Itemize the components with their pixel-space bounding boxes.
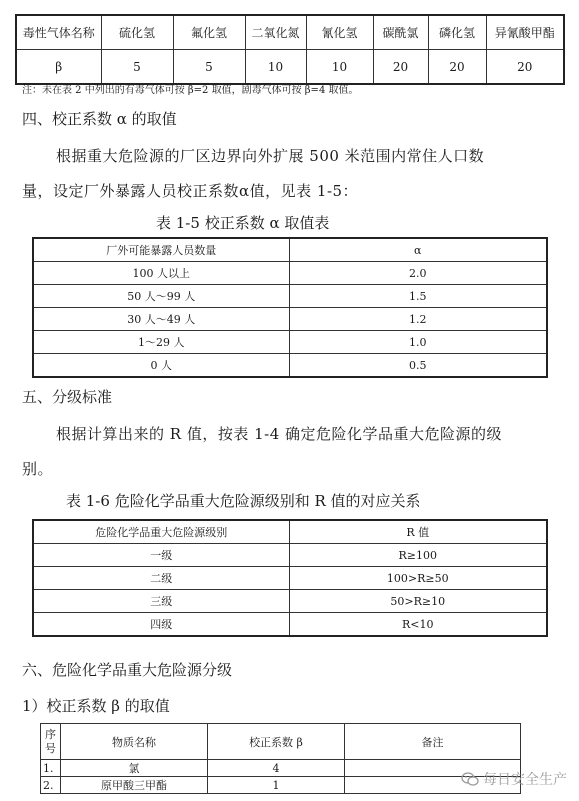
- beta-header-substance: 物质名称: [61, 724, 208, 760]
- alpha-value-cell: 2.0: [289, 262, 547, 285]
- table-row: [33, 354, 547, 378]
- gas-header-cocl2: 碳酰氯: [373, 15, 428, 50]
- table15-caption: 表 1-5 校正系数 α 取值表: [156, 214, 330, 232]
- gas-cell: 10: [245, 50, 306, 85]
- table-row: [33, 285, 547, 308]
- gas-header-name: 毒性气体名称: [16, 15, 101, 50]
- table-row: [41, 777, 521, 794]
- gas-cell: 10: [306, 50, 373, 85]
- beta-header-seq-line2: 号: [45, 741, 56, 755]
- gas-cell: 20: [486, 50, 564, 85]
- alpha-population-cell: 30 人～49 人: [33, 308, 289, 331]
- beta-seq-cell: 2.: [41, 777, 61, 794]
- section4-heading: 四、校正系数 α 的取值: [22, 110, 177, 128]
- beta-header-seq: [41, 724, 61, 760]
- gas-beta-table: [15, 14, 565, 85]
- section4-paragraph-line1: 根据重大危险源的厂区边界向外扩展 500 米范围内常住人口数: [56, 147, 485, 165]
- gas-header-hcn: 氰化氢: [306, 15, 373, 50]
- wechat-icon: [461, 772, 479, 786]
- hazard-level-table: [32, 519, 548, 637]
- level-r-cell: 100>R≥50: [289, 567, 547, 590]
- alpha-value-cell: 1.5: [289, 285, 547, 308]
- beta-header-seq-line1: 序: [45, 727, 56, 741]
- alpha-population-cell: 0 人: [33, 354, 289, 378]
- gas-header-hf: 氟化氢: [173, 15, 245, 50]
- alpha-population-cell: 1～29 人: [33, 331, 289, 354]
- beta-header-remark: 备注: [345, 724, 521, 760]
- gas-cell: 20: [373, 50, 428, 85]
- alpha-table-header-row: [33, 238, 547, 262]
- alpha-header-alpha: α: [289, 238, 547, 262]
- gas-cell: β: [16, 50, 101, 85]
- substance-beta-table: [40, 723, 521, 794]
- beta-seq-cell: 1.: [41, 760, 61, 777]
- gas-header-h2s: 硫化氢: [101, 15, 173, 50]
- gas-table-value-row: [16, 50, 564, 85]
- table16-caption: 表 1-6 危险化学品重大危险源级别和 R 值的对应关系: [66, 492, 421, 510]
- alpha-table: [32, 237, 548, 378]
- section5-paragraph-line2: 别。: [22, 460, 54, 478]
- level-table-header-row: [33, 520, 547, 544]
- level-grade-cell: 一级: [33, 544, 289, 567]
- gas-header-ph3: 磷化氢: [428, 15, 486, 50]
- alpha-population-cell: 100 人以上: [33, 262, 289, 285]
- alpha-value-cell: 1.2: [289, 308, 547, 331]
- level-header-r-value: R 值: [289, 520, 547, 544]
- gas-cell: 5: [101, 50, 173, 85]
- gas-cell: 20: [428, 50, 486, 85]
- beta-subheading: 1）校正系数 β 的取值: [22, 697, 170, 715]
- alpha-value-cell: 1.0: [289, 331, 547, 354]
- table-row: [33, 308, 547, 331]
- alpha-population-cell: 50 人～99 人: [33, 285, 289, 308]
- level-grade-cell: 三级: [33, 590, 289, 613]
- gas-header-no2: 二氧化氮: [245, 15, 306, 50]
- beta-substance-cell: 原甲酸三甲酯: [61, 777, 208, 794]
- level-header-grade: 危险化学品重大危险源级别: [33, 520, 289, 544]
- watermark-text: 每日安全生产: [483, 772, 567, 788]
- gas-table-header-row: [16, 15, 564, 50]
- beta-table-header-row: [41, 724, 521, 760]
- section5-heading: 五、分级标准: [22, 388, 113, 406]
- level-r-cell: R<10: [289, 613, 547, 637]
- section6-heading: 六、危险化学品重大危险源分级: [22, 661, 233, 679]
- section5-paragraph-line1: 根据计算出来的 R 值，按表 1-4 确定危险化学品重大危险源的级: [56, 425, 503, 443]
- table-row: [33, 613, 547, 637]
- beta-coefficient-cell: 1: [208, 777, 345, 794]
- alpha-header-population: 厂外可能暴露人员数量: [33, 238, 289, 262]
- table-row: [33, 262, 547, 285]
- alpha-value-cell: 0.5: [289, 354, 547, 378]
- level-grade-cell: 二级: [33, 567, 289, 590]
- watermark: [461, 769, 567, 789]
- gas-header-mic: 异氰酸甲酯: [486, 15, 564, 50]
- level-grade-cell: 四级: [33, 613, 289, 637]
- table-row: [33, 590, 547, 613]
- section4-paragraph-line2: 量，设定厂外暴露人员校正系数α值，见表 1-5：: [22, 182, 359, 200]
- table-row: [33, 544, 547, 567]
- beta-header-coefficient: 校正系数 β: [208, 724, 345, 760]
- table-row: [33, 567, 547, 590]
- table-note: 注：未在表 2 中列出的有毒气体可按 β=2 取值，剧毒气体可按 β=4 取值。: [22, 85, 359, 96]
- table-row: [41, 760, 521, 777]
- beta-coefficient-cell: 4: [208, 760, 345, 777]
- level-r-cell: R≥100: [289, 544, 547, 567]
- gas-cell: 5: [173, 50, 245, 85]
- level-r-cell: 50>R≥10: [289, 590, 547, 613]
- table-row: [33, 331, 547, 354]
- beta-substance-cell: 氯: [61, 760, 208, 777]
